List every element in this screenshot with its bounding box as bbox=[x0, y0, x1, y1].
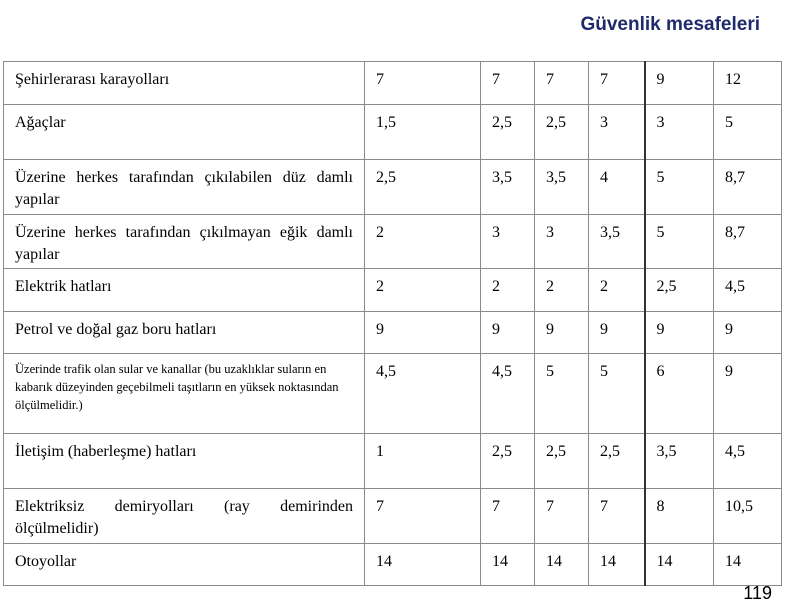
row-label: Otoyollar bbox=[4, 544, 365, 586]
table-row bbox=[4, 434, 782, 489]
table-cell: 14 bbox=[535, 544, 589, 586]
table-row bbox=[4, 489, 782, 544]
table-cell: 7 bbox=[481, 62, 535, 105]
row-label: Elektriksiz demiryolları (ray demirinden ölçülmelidir) bbox=[4, 489, 365, 544]
table-cell: 9 bbox=[645, 312, 714, 354]
table-cell: 3 bbox=[589, 105, 645, 160]
table-cell: 1 bbox=[365, 434, 481, 489]
table-cell: 5 bbox=[589, 354, 645, 434]
table-cell: 5 bbox=[645, 215, 714, 269]
table-cell: 8 bbox=[645, 489, 714, 544]
table-cell: 2 bbox=[365, 269, 481, 312]
table-cell: 10,5 bbox=[714, 489, 782, 544]
row-label: Üzerine herkes tarafından çıkılmayan eğik damlı yapılar bbox=[4, 215, 365, 269]
table-cell: 3 bbox=[481, 215, 535, 269]
table-cell: 12 bbox=[714, 62, 782, 105]
table-cell: 6 bbox=[645, 354, 714, 434]
table-cell: 2 bbox=[535, 269, 589, 312]
table-cell: 7 bbox=[365, 62, 481, 105]
table-row bbox=[4, 215, 782, 269]
table-cell: 5 bbox=[714, 105, 782, 160]
row-label: Petrol ve doğal gaz boru hatları bbox=[4, 312, 365, 354]
table-cell: 14 bbox=[481, 544, 535, 586]
table-row bbox=[4, 354, 782, 434]
table-cell: 2,5 bbox=[481, 105, 535, 160]
table-row bbox=[4, 105, 782, 160]
table-cell: 2,5 bbox=[535, 434, 589, 489]
table-cell: 4,5 bbox=[714, 269, 782, 312]
table-cell: 3 bbox=[645, 105, 714, 160]
table-cell: 14 bbox=[714, 544, 782, 586]
table-cell: 9 bbox=[365, 312, 481, 354]
table-cell: 2 bbox=[589, 269, 645, 312]
table-cell: 14 bbox=[589, 544, 645, 586]
table-cell: 9 bbox=[535, 312, 589, 354]
table-cell: 2,5 bbox=[535, 105, 589, 160]
table-cell: 3,5 bbox=[481, 160, 535, 215]
table-cell: 5 bbox=[535, 354, 589, 434]
row-label: Ağaçlar bbox=[4, 105, 365, 160]
table-cell: 3,5 bbox=[645, 434, 714, 489]
table-cell: 4,5 bbox=[365, 354, 481, 434]
table-row bbox=[4, 62, 782, 105]
table-row bbox=[4, 544, 782, 586]
table-cell: 2,5 bbox=[481, 434, 535, 489]
table-cell: 7 bbox=[365, 489, 481, 544]
table-cell: 9 bbox=[589, 312, 645, 354]
table-cell: 4,5 bbox=[714, 434, 782, 489]
table-cell: 3,5 bbox=[535, 160, 589, 215]
table-cell: 7 bbox=[535, 489, 589, 544]
table-cell: 9 bbox=[645, 62, 714, 105]
table-cell: 3 bbox=[535, 215, 589, 269]
safety-distance-table bbox=[3, 61, 782, 586]
row-label: Şehirlerarası karayolları bbox=[4, 62, 365, 105]
page-title: Güvenlik mesafeleri bbox=[580, 14, 760, 35]
row-label: Üzerinde trafik olan sular ve kanallar (bu uzaklıklar suların en kabarık düzeyinden geçebilmeli taşıtların en yüksek noktasından ölçülmelidir.) bbox=[4, 354, 365, 434]
table-cell: 9 bbox=[714, 354, 782, 434]
table-cell: 2,5 bbox=[365, 160, 481, 215]
table-row bbox=[4, 160, 782, 215]
row-label: Elektrik hatları bbox=[4, 269, 365, 312]
table-cell: 2,5 bbox=[645, 269, 714, 312]
table-cell: 2 bbox=[365, 215, 481, 269]
table-cell: 7 bbox=[589, 62, 645, 105]
table-cell: 4 bbox=[589, 160, 645, 215]
table-cell: 8,7 bbox=[714, 215, 782, 269]
table-row bbox=[4, 269, 782, 312]
table-cell: 9 bbox=[714, 312, 782, 354]
table-cell: 7 bbox=[535, 62, 589, 105]
table-cell: 3,5 bbox=[589, 215, 645, 269]
page-number: 119 bbox=[743, 583, 772, 603]
table-cell: 14 bbox=[365, 544, 481, 586]
table-row bbox=[4, 312, 782, 354]
table-cell: 14 bbox=[645, 544, 714, 586]
table-cell: 2 bbox=[481, 269, 535, 312]
table-cell: 2,5 bbox=[589, 434, 645, 489]
table-cell: 9 bbox=[481, 312, 535, 354]
row-label: Üzerine herkes tarafından çıkılabilen düz damlı yapılar bbox=[4, 160, 365, 215]
table-cell: 7 bbox=[589, 489, 645, 544]
row-label: İletişim (haberleşme) hatları bbox=[4, 434, 365, 489]
table-cell: 1,5 bbox=[365, 105, 481, 160]
table-cell: 7 bbox=[481, 489, 535, 544]
table-cell: 5 bbox=[645, 160, 714, 215]
table-cell: 8,7 bbox=[714, 160, 782, 215]
table-cell: 4,5 bbox=[481, 354, 535, 434]
